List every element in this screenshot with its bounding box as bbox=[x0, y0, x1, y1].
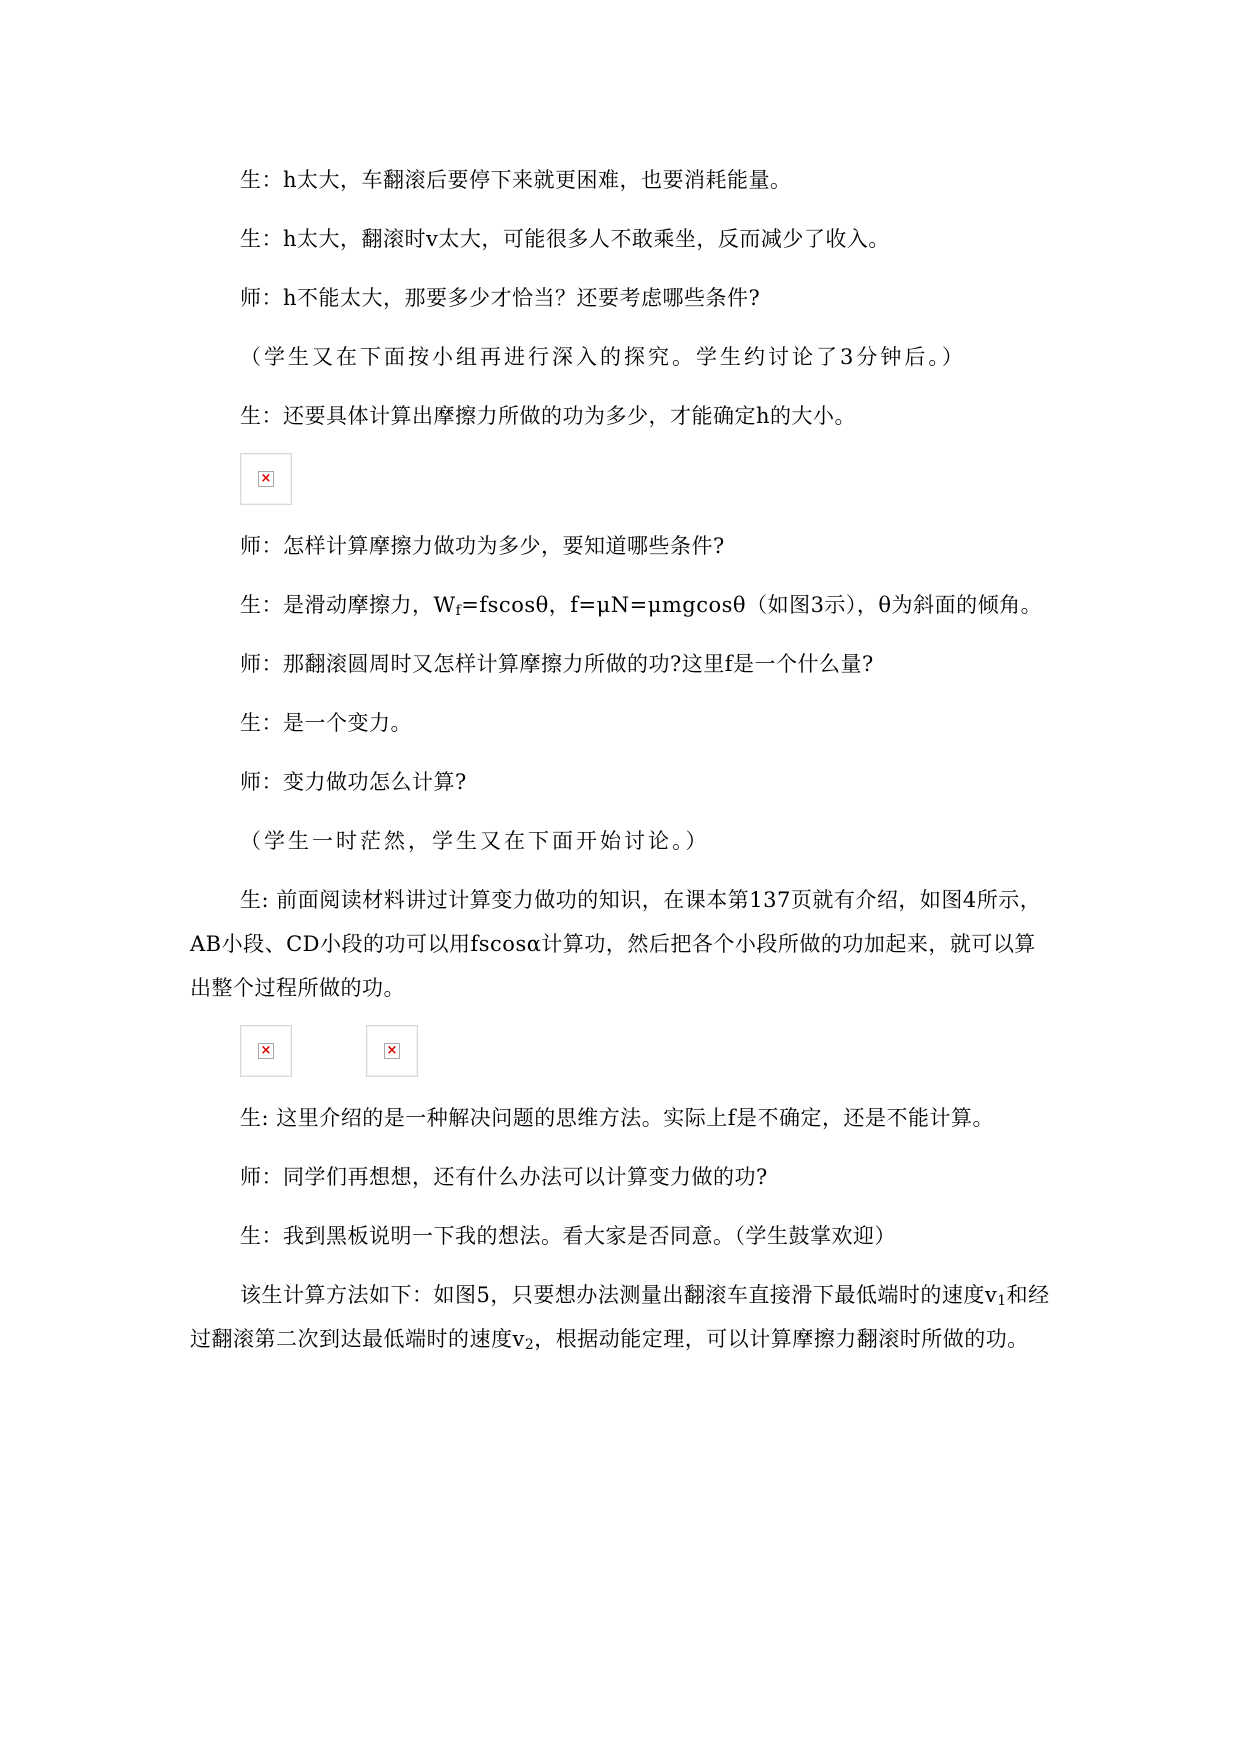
paragraph-3: 师：h不能太大，那要多少才恰当？还要考虑哪些条件? bbox=[240, 286, 761, 310]
subscript-1: 1 bbox=[997, 1293, 1007, 1309]
paragraph-7 bbox=[190, 583, 1055, 627]
paragraph-11-note: （学生一时茫然，学生又在下面开始讨论。） bbox=[240, 829, 710, 853]
paragraph-15: 生：我到黑板说明一下我的想法。看大家是否同意。（学生鼓掌欢迎） bbox=[240, 1224, 896, 1248]
paragraph-1: 生：h太大，车翻滚后要停下来就更困难，也要消耗能量。 bbox=[240, 168, 792, 192]
subscript-2: 2 bbox=[524, 1337, 535, 1353]
broken-image-icon: × bbox=[258, 1043, 274, 1059]
paragraph-13: 生: 这里介绍的是一种解决问题的思维方法。实际上f是不确定，还是不能计算。 bbox=[240, 1106, 995, 1130]
figure-row-1 bbox=[240, 453, 1055, 509]
paragraph-14: 师：同学们再想想，还有什么办法可以计算变力做的功? bbox=[240, 1165, 768, 1189]
subscript-f: f bbox=[455, 603, 462, 619]
paragraph-8: 师：那翻滚圆周时又怎样计算摩擦力所做的功?这里f是一个什么量? bbox=[240, 652, 874, 676]
paragraph-5: 生：还要具体计算出摩擦力所做的功为多少，才能确定h的大小。 bbox=[240, 404, 857, 428]
broken-image-icon: × bbox=[384, 1043, 400, 1059]
paragraph-6: 师：怎样计算摩擦力做功为多少，要知道哪些条件? bbox=[240, 534, 725, 558]
paragraph-7-part-b: =fscosθ，f=μN=μmgcosθ（如图3示），θ为斜面的倾角。 bbox=[461, 593, 1043, 617]
paragraph-10: 师：变力做功怎么计算? bbox=[240, 770, 467, 794]
paragraph-7-part-a: 生：是滑动摩擦力，W bbox=[240, 593, 456, 617]
paragraph-16-part-b: 和经过翻滚第二次到达最低端时的速度v bbox=[190, 1283, 1050, 1351]
paragraph-16 bbox=[190, 1273, 1055, 1361]
paragraph-4-note: （学生又在下面按小组再进行深入的探究。学生约讨论了3分钟后。） bbox=[240, 345, 966, 369]
broken-image-figure-3 bbox=[366, 1025, 418, 1077]
paragraph-9: 生：是一个变力。 bbox=[240, 711, 412, 735]
broken-image-figure-1 bbox=[240, 453, 292, 505]
figure-row-2 bbox=[240, 1025, 1055, 1081]
paragraph-16-part-a: 该生计算方法如下：如图5，只要想办法测量出翻滚车直接滑下最低端时的速度v bbox=[240, 1283, 998, 1307]
paragraph-12: 生: 前面阅读材料讲过计算变力做功的知识，在课本第137页就有介绍，如图4所示，AB小段、CD小段的功可以用fscosα计算功，然后把各个小段所做的功加起来，就可以算出整个过程所做的功。 bbox=[190, 888, 1042, 1000]
document-body bbox=[190, 158, 1055, 1376]
broken-image-figure-2 bbox=[240, 1025, 292, 1077]
paragraph-2: 生：h太大，翻滚时v太大，可能很多人不敢乘坐，反而减少了收入。 bbox=[240, 227, 890, 251]
paragraph-16-part-c: ，根据动能定理，可以计算摩擦力翻滚时所做的功。 bbox=[534, 1327, 1029, 1351]
broken-image-icon: × bbox=[258, 471, 274, 487]
